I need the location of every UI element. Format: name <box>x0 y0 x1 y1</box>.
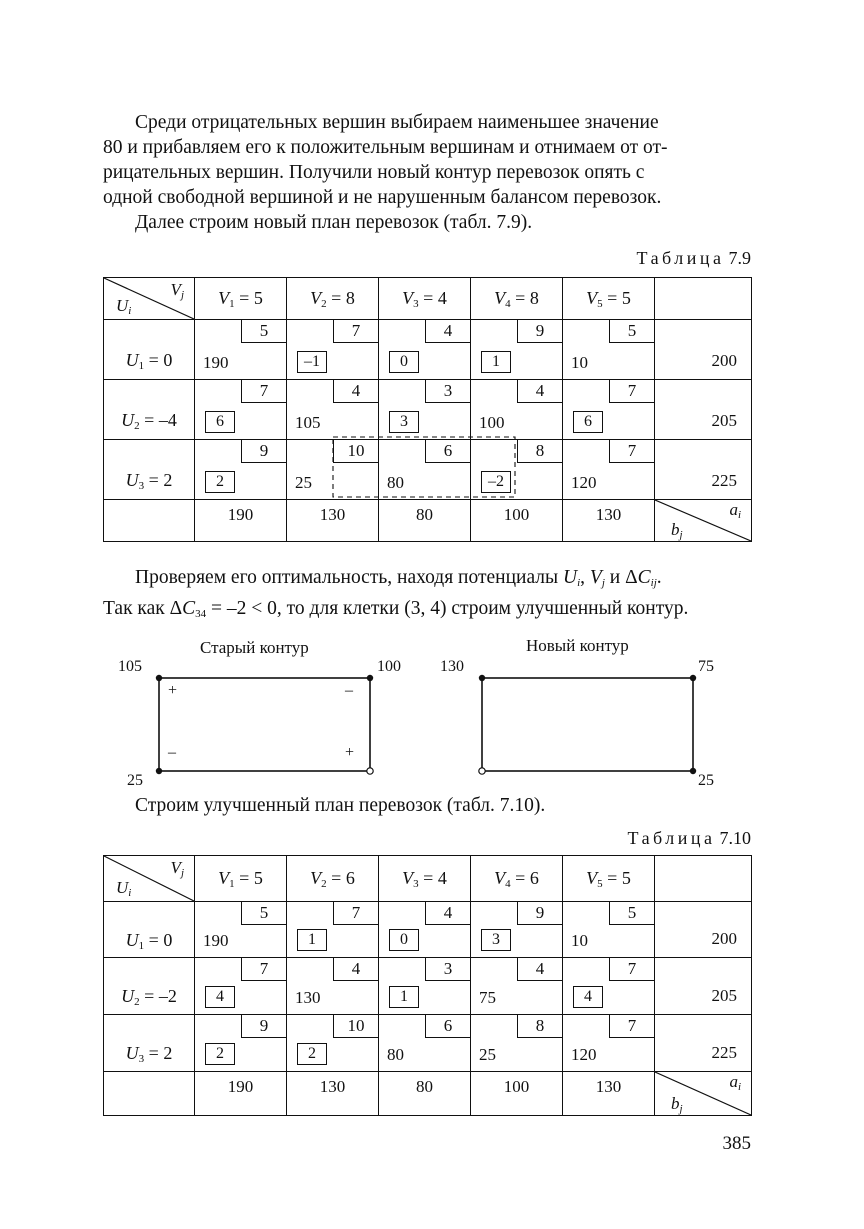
demand-row <box>104 1072 752 1116</box>
plan-cell <box>563 1015 655 1072</box>
vertex-dot <box>156 675 162 681</box>
cost-box: 10 <box>333 440 378 463</box>
cost-box: 4 <box>517 380 562 403</box>
cost-box: 5 <box>609 902 654 925</box>
transport-table-7-10 <box>103 855 752 1116</box>
potential-v-header: $V_2 = 8$ <box>287 278 379 320</box>
plan-cell <box>471 958 563 1015</box>
contour-value: 25 <box>698 772 714 789</box>
table-row <box>104 1015 752 1072</box>
table-row <box>104 902 752 958</box>
demand-cell: 130 <box>287 500 379 542</box>
supply-cell: 205 <box>655 380 752 440</box>
vertex-dot <box>156 768 162 774</box>
vertex-dot <box>690 768 696 774</box>
estimate-box: 2 <box>205 1043 235 1065</box>
plan-cell <box>195 1015 287 1072</box>
new-contour-title: Новый контур <box>526 636 629 655</box>
estimate-box: 3 <box>389 411 419 433</box>
cost-box: 4 <box>425 902 470 925</box>
potential-v-header: $V_4 = 8$ <box>471 278 563 320</box>
demand-cell: 130 <box>563 500 655 542</box>
cost-box: 7 <box>333 320 378 343</box>
text-line: Строим улучшенный план перевозок (табл. 7.10). <box>135 795 546 816</box>
estimate-box: 4 <box>205 986 235 1008</box>
cost-box: 7 <box>333 902 378 925</box>
estimate-box: 0 <box>389 929 419 951</box>
cost-box: 5 <box>609 320 654 343</box>
plan-cell <box>471 902 563 958</box>
vertex-dot <box>690 675 696 681</box>
cost-box: 6 <box>425 440 470 463</box>
estimate-box: 3 <box>481 929 511 951</box>
potential-v-header: $V_5 = 5$ <box>563 278 655 320</box>
plan-cell <box>379 958 471 1015</box>
cost-box: 3 <box>425 958 470 981</box>
shipment-value: 10 <box>571 353 588 372</box>
free-vertex-circle <box>479 768 485 774</box>
cost-box: 8 <box>517 440 562 463</box>
shipment-value: 10 <box>571 931 588 950</box>
cost-box: 4 <box>425 320 470 343</box>
supply-cell: 225 <box>655 1015 752 1072</box>
old-contour-rect <box>159 678 370 771</box>
vertex-dot <box>367 675 373 681</box>
contour-value: 130 <box>440 658 464 675</box>
demand-cell: 130 <box>563 1072 655 1116</box>
corner-cell-ab: $a_i$ $b_j$ <box>655 1072 752 1116</box>
plan-cell <box>563 958 655 1015</box>
demand-cell: 80 <box>379 1072 471 1116</box>
potential-u-label: $U_3 = 2$ <box>104 440 195 500</box>
cost-box: 5 <box>241 902 286 925</box>
demand-cell: 100 <box>471 1072 563 1116</box>
potential-v-header: $V_3 = 4$ <box>379 856 471 902</box>
paragraph-improved-plan <box>103 793 751 818</box>
potential-v-header: $V_1 = 5$ <box>195 856 287 902</box>
cost-box: 3 <box>425 380 470 403</box>
cost-box: 7 <box>609 1015 654 1038</box>
contour-value: 100 <box>377 658 401 675</box>
estimate-box: –2 <box>481 471 511 493</box>
cost-box: 6 <box>425 1015 470 1038</box>
estimate-box: 4 <box>573 986 603 1008</box>
plan-cell <box>195 958 287 1015</box>
cost-box: 7 <box>609 380 654 403</box>
shipment-value: 130 <box>295 988 321 1007</box>
plan-cell <box>563 902 655 958</box>
estimate-box: 2 <box>205 471 235 493</box>
table-caption: Таблица 7.9 <box>636 248 751 268</box>
shipment-value: 25 <box>295 473 312 492</box>
potential-u-label: $U_2 = -4$ <box>104 380 195 440</box>
supply-cell: 205 <box>655 958 752 1015</box>
corner-cell: $V_j$ $U_i$ <box>104 278 195 320</box>
potential-v-header: $V_3 = 4$ <box>379 278 471 320</box>
plan-cell <box>379 1015 471 1072</box>
page-number: 385 <box>722 1133 751 1154</box>
sign-label: – <box>168 744 176 761</box>
contour-value: 25 <box>127 772 143 789</box>
sign-label: + <box>168 682 178 699</box>
shipment-value: 190 <box>203 931 229 950</box>
shipment-value: 75 <box>479 988 496 1007</box>
demand-cell: 130 <box>287 1072 379 1116</box>
estimate-box: 1 <box>389 986 419 1008</box>
plan-cell <box>287 958 379 1015</box>
potential-v-header: $V_1 = 5$ <box>195 278 287 320</box>
shipment-value: 80 <box>387 473 404 492</box>
plan-cell <box>195 902 287 958</box>
empty-header-cell <box>655 856 752 902</box>
cost-box: 8 <box>517 1015 562 1038</box>
cost-box: 7 <box>609 958 654 981</box>
supply-cell: 225 <box>655 440 752 500</box>
plan-cell <box>287 902 379 958</box>
estimate-box: 6 <box>573 411 603 433</box>
sign-label: – <box>345 682 353 699</box>
text-line: рицательных вершин. Получили новый контур перевозок опять с <box>103 162 645 183</box>
potential-v-header: $V_2 = 6$ <box>287 856 379 902</box>
text-line: Проверяем его оптимальность, находя потенциалы $U_i$, $V_j$ и $\Delta C_{ij}$. <box>135 567 662 589</box>
cost-box: 4 <box>517 958 562 981</box>
cost-box: 9 <box>241 440 286 463</box>
cost-box: 7 <box>609 440 654 463</box>
cost-box: 10 <box>333 1015 378 1038</box>
text-line: Среди отрицательных вершин выбираем наименьшее значение <box>135 112 659 133</box>
potential-v-header: $V_5 = 5$ <box>563 856 655 902</box>
shipment-value: 25 <box>479 1045 496 1064</box>
cost-box: 7 <box>241 958 286 981</box>
cost-box: 9 <box>517 902 562 925</box>
cost-box: 9 <box>241 1015 286 1038</box>
vertex-dot <box>479 675 485 681</box>
text-line: Так как $\Delta C_{34} = -2 < 0$, то для клетки (3, 4) строим улучшенный контур. <box>103 598 689 620</box>
estimate-box: 1 <box>481 351 511 373</box>
corner-cell: $V_j$ $U_i$ <box>104 856 195 902</box>
sign-label: + <box>345 744 355 761</box>
shipment-value: 120 <box>571 1045 597 1064</box>
potential-u-label: $U_2 = -2$ <box>104 958 195 1015</box>
potential-u-label: $U_1 = 0$ <box>104 902 195 958</box>
text-line: Далее строим новый план перевозок (табл. 7.9). <box>135 212 533 233</box>
cost-box: 4 <box>333 380 378 403</box>
plan-cell <box>379 902 471 958</box>
contour-value: 105 <box>118 658 142 675</box>
cost-box: 9 <box>517 320 562 343</box>
table-row <box>104 958 752 1015</box>
cost-box: 4 <box>333 958 378 981</box>
estimate-box: –1 <box>297 351 327 373</box>
plan-cell <box>287 1015 379 1072</box>
potential-u-label: $U_3 = 2$ <box>104 1015 195 1072</box>
cost-box: 7 <box>241 380 286 403</box>
empty-cell <box>104 1072 195 1116</box>
old-contour-title: Старый контур <box>200 638 309 657</box>
estimate-box: 6 <box>205 411 235 433</box>
free-vertex-circle <box>367 768 373 774</box>
shipment-value: 190 <box>203 353 229 372</box>
potential-v-header: $V_4 = 6$ <box>471 856 563 902</box>
supply-cell: 200 <box>655 902 752 958</box>
supply-cell: 200 <box>655 320 752 380</box>
shipment-value: 105 <box>295 413 321 432</box>
cost-box: 5 <box>241 320 286 343</box>
corner-cell-ab: $a_i$ $b_j$ <box>655 500 752 542</box>
potential-u-label: $U_1 = 0$ <box>104 320 195 380</box>
estimate-box: 1 <box>297 929 327 951</box>
demand-cell: 100 <box>471 500 563 542</box>
plan-cell <box>471 1015 563 1072</box>
shipment-value: 80 <box>387 1045 404 1064</box>
demand-cell: 80 <box>379 500 471 542</box>
new-contour-rect <box>482 678 693 771</box>
contour-value: 75 <box>698 658 714 675</box>
estimate-box: 0 <box>389 351 419 373</box>
shipment-value: 100 <box>479 413 505 432</box>
header-row <box>104 856 752 902</box>
estimate-box: 2 <box>297 1043 327 1065</box>
demand-cell: 190 <box>195 1072 287 1116</box>
shipment-value: 120 <box>571 473 597 492</box>
text-line: одной свободной вершиной и не нарушенным балансом перевозок. <box>103 187 662 208</box>
table-caption: Таблица 7.10 <box>627 828 751 848</box>
text-line: 80 и прибавляем его к положительным вершинам и отнимаем от от- <box>103 137 668 158</box>
demand-cell: 190 <box>195 500 287 542</box>
